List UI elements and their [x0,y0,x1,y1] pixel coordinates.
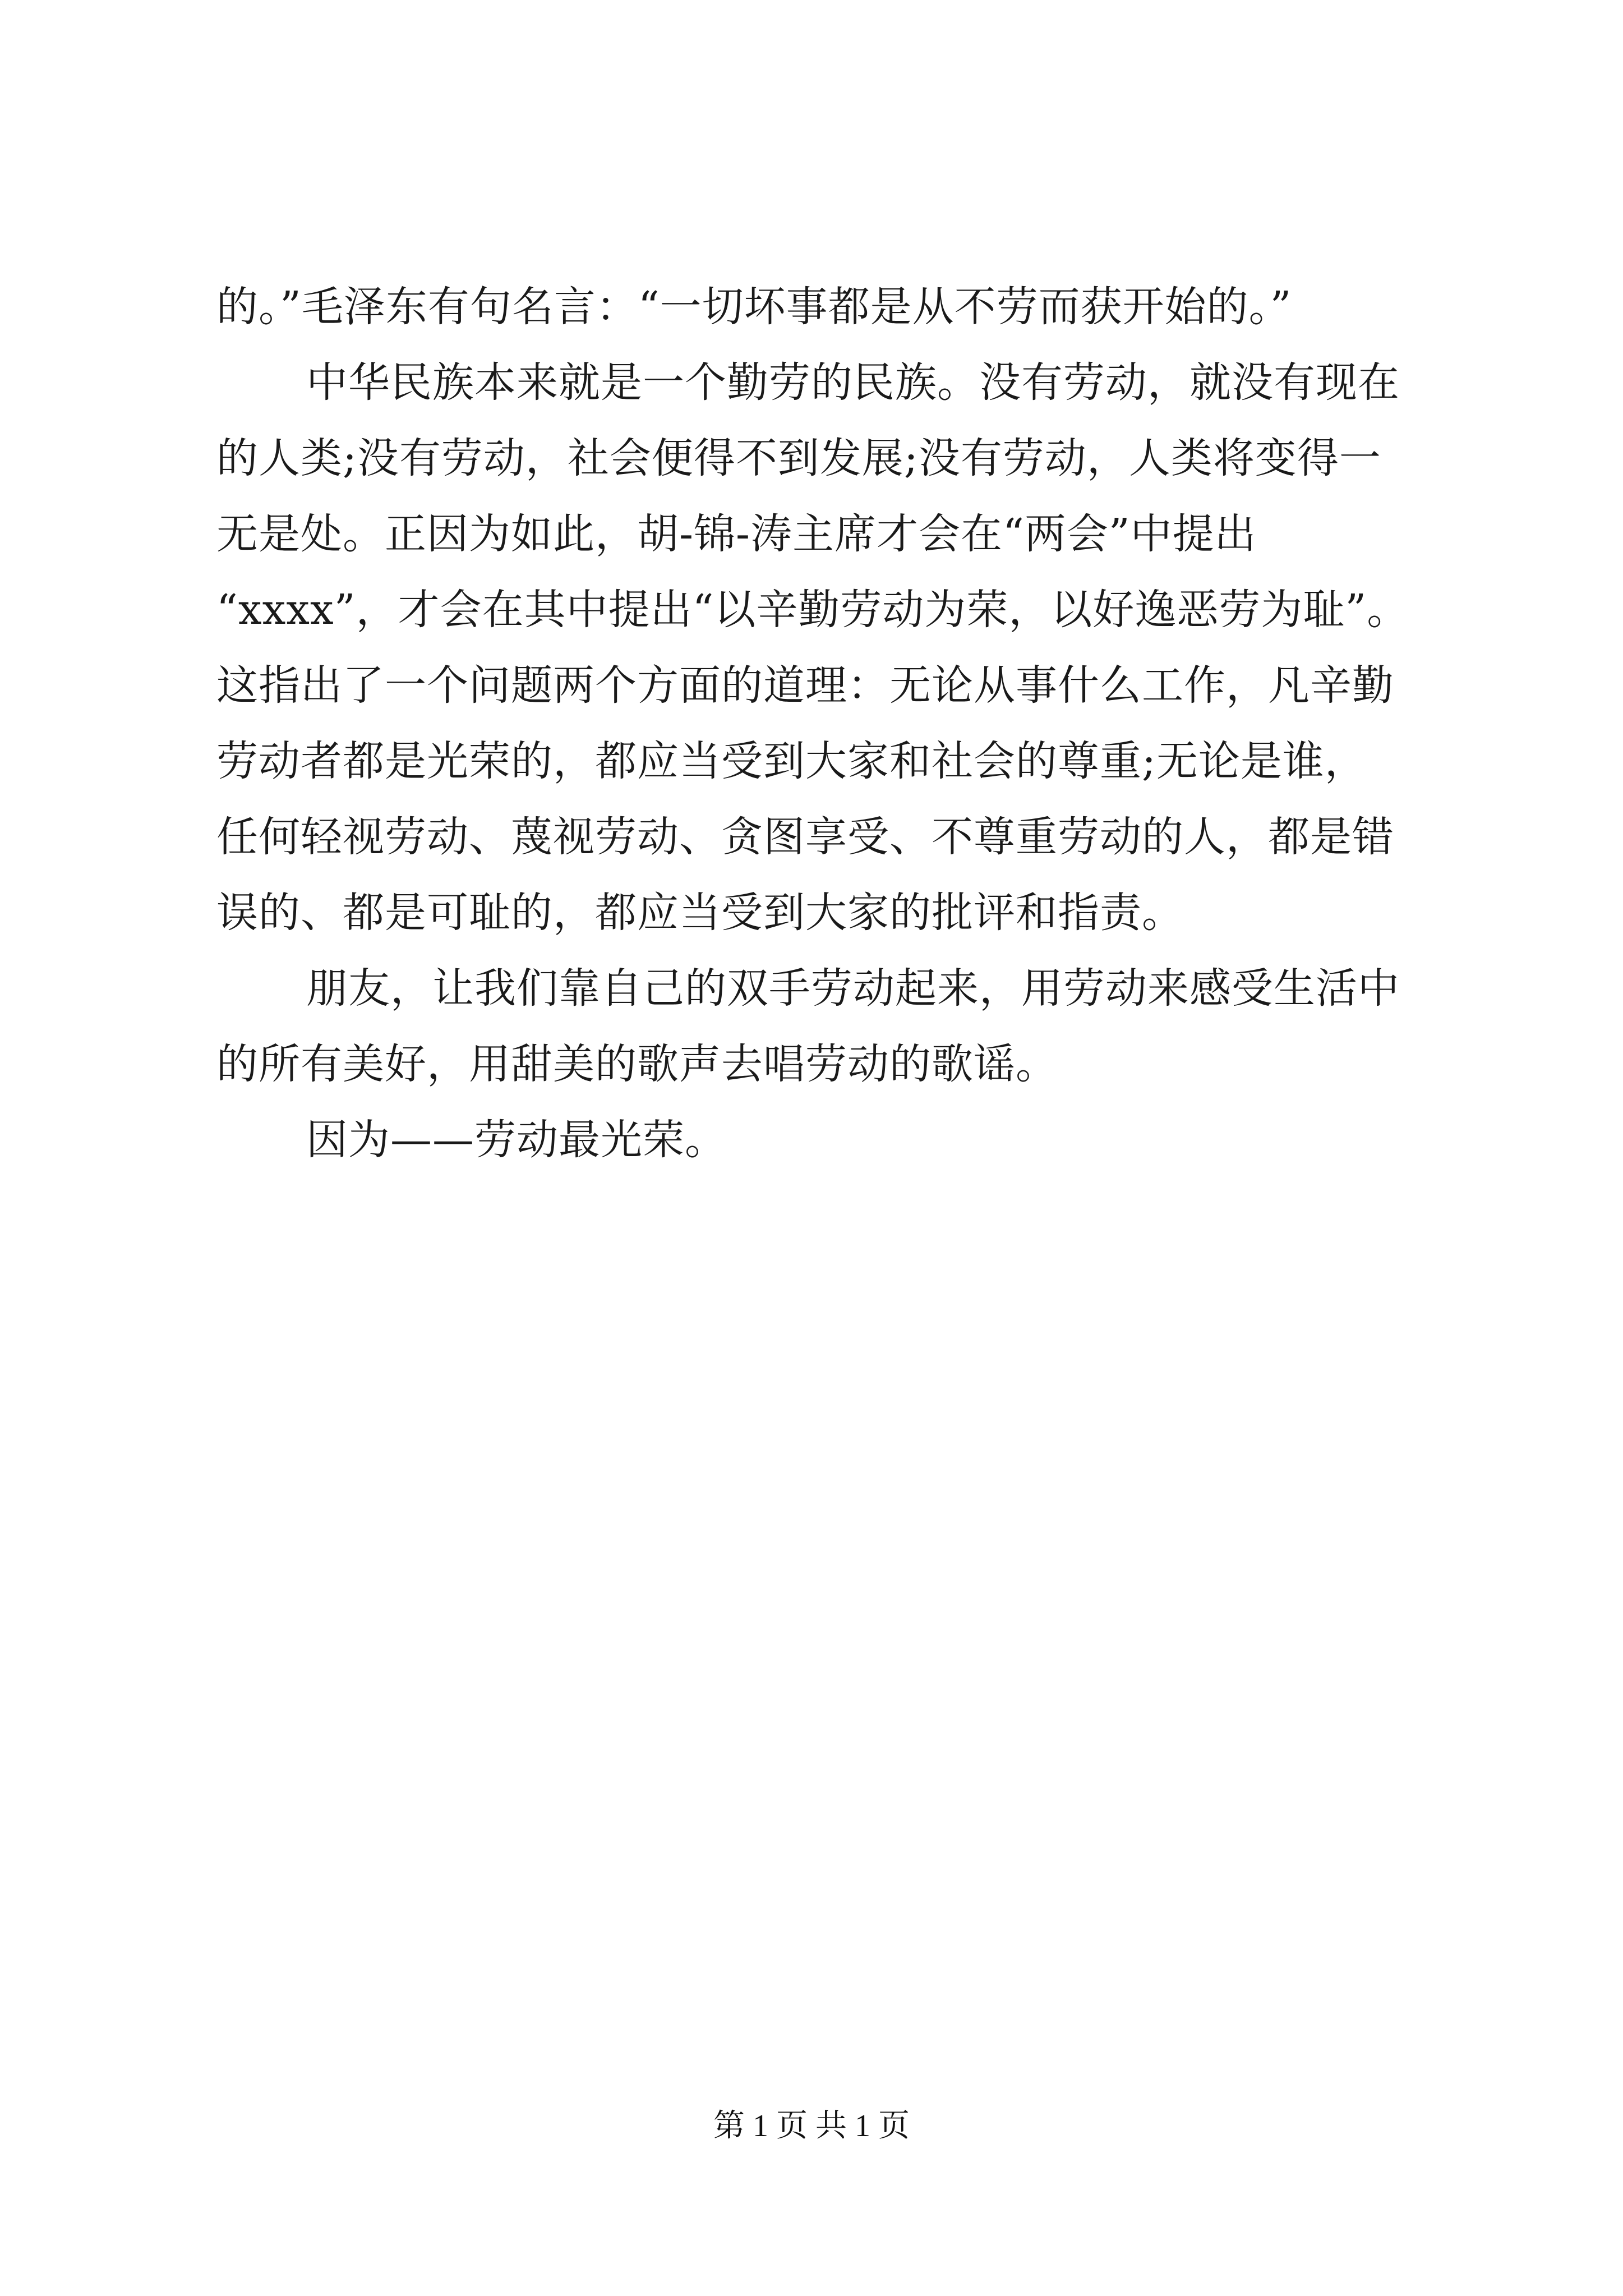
paragraph-start-line: 中华民族本来就是一个勤劳的民族。没有劳动，就没有现在 [306,358,1400,407]
text-line: 误的、都是可耻的，都应当受到大家的批评和指责。 [216,889,1184,937]
document-body [216,269,1484,1178]
text-line: 的。”毛泽东有句名言：“一切坏事都是从不劳而获开始的。” [216,283,1292,331]
text-line: 无是处。正因为如此，胡-锦-涛主席才会在“两会”中提出 [216,510,1257,558]
text-line: 任何轻视劳动、蔑视劳动、贪图享受、不尊重劳动的人，都是错 [216,813,1394,861]
text-line: “xxxx”，才会在其中提出“以辛勤劳动为荣，以好逸恶劳为耻”。 [216,586,1409,634]
paragraph-start-line: 朋友，让我们靠自己的双手劳动起来，用劳动来感受生活中 [306,964,1400,1013]
text-line: 这指出了一个问题两个方面的道理：无论从事什么工作，凡辛勤 [216,661,1394,710]
text-line: 的所有美好，用甜美的歌声去唱劳动的歌谣。 [216,1040,1058,1088]
text-line: 的人类;没有劳动，社会便得不到发展;没有劳动，人类将变得一 [216,434,1381,482]
text-line: 劳动者都是光荣的，都应当受到大家和社会的尊重;无论是谁， [216,737,1367,785]
closing-line: 因为——劳动最光荣。 [306,1116,727,1164]
page-number-footer: 第 1 页 共 1 页 [713,2109,910,2143]
